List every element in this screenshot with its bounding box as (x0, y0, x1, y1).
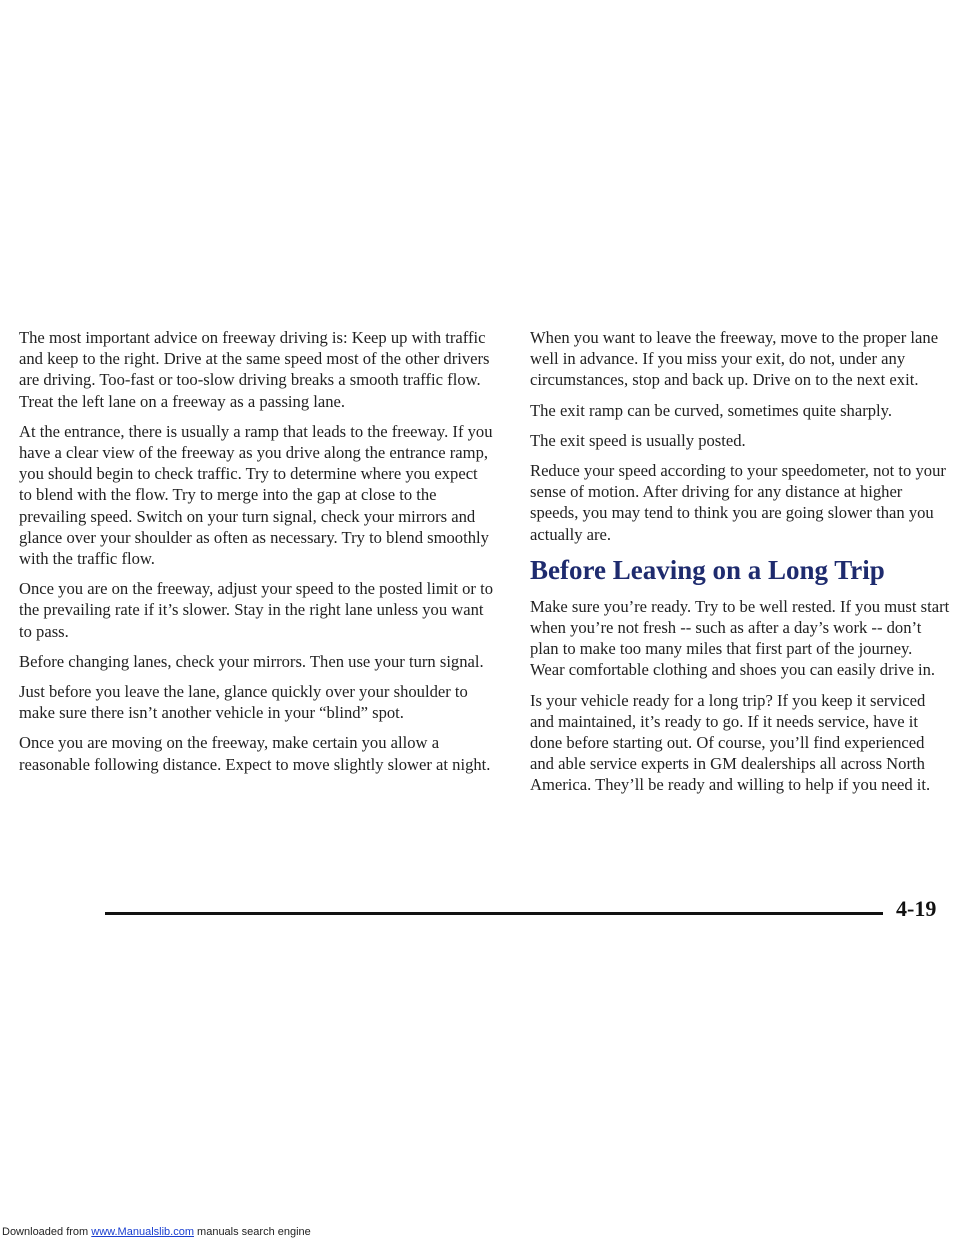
paragraph-leave-freeway: When you want to leave the freeway, move to the proper lane well in advance. If you miss your exit, do not, under any circumstances, stop and back up. Drive on to the next exit. (530, 328, 939, 390)
page-number: 4-19 (896, 896, 937, 921)
right-column (530, 327, 950, 805)
download-footer (2, 1226, 311, 1238)
section-heading: Before Leaving on a Long Trip (530, 554, 885, 585)
paragraph-adjust-speed: Once you are on the freeway, adjust your speed to the posted limit or to the prevailing rate if it’s slower. Stay in the right lane unless you want to pass. (19, 579, 494, 641)
footer-rule (105, 912, 883, 915)
paragraph-reduce-speed: Reduce your speed according to your speedometer, not to your sense of motion. After driving for any distance at higher speeds, you may tend to think you are going slower than you actually are. (530, 461, 946, 544)
paragraph-blind-spot: Just before you leave the lane, glance quickly over your shoulder to make sure there isn’t another vehicle in your “blind” spot. (19, 682, 468, 723)
manualslib-link[interactable]: www.Manualslib.com (91, 1226, 194, 1238)
paragraph-vehicle-ready: Is your vehicle ready for a long trip? If you keep it serviced and maintained, it’s ready to go. If it needs service, have it done before starting out. Of course, you’ll find experienced and able service experts in GM dealerships all across North America. They’ll be ready and willing to help if you need it. (530, 690, 931, 795)
footer-suffix: manuals search engine (193, 1226, 311, 1238)
paragraph-following-distance: Once you are moving on the freeway, make certain you allow a reasonable following distance. Expect to move slightly slower at night. (19, 733, 491, 774)
footer-prefix: Downloaded from (2, 1226, 92, 1238)
paragraph-exit-speed: The exit speed is usually posted. (530, 430, 746, 450)
paragraph-be-ready: Make sure you’re ready. Try to be well rested. If you must start when you’re not fresh -- such as after a day’s work -- don’t plan to make too many miles that first part of the journey. Wear comfortable clothing and shoes you can easily drive in. (530, 596, 950, 680)
left-column (19, 327, 493, 784)
paragraph-freeway-advice: The most important advice on freeway driving is: Keep up with traffic and keep to the right. Drive at the same speed most of the other drivers are driving. Too-fast or too-slow driving breaks a smooth traffic flow. Treat the left lane on a freeway as a passing lane. (19, 328, 490, 411)
paragraph-entrance-ramp: At the entrance, there is usually a ramp that leads to the freeway. If you have a clear view of the freeway as you drive along the entrance ramp, you should begin to check traffic. Try to determine where you expect to blend with the flow. Try to merge into the gap at close to the prevailing speed. Switch on your turn signal, check your mirrors and glance over your shoulder as often as necessary. Try to blend smoothly with the traffic flow. (19, 421, 493, 569)
paragraph-exit-ramp: The exit ramp can be curved, sometimes quite sharply. (530, 400, 893, 420)
paragraph-changing-lanes: Before changing lanes, check your mirrors. Then use your turn signal. (19, 651, 484, 671)
